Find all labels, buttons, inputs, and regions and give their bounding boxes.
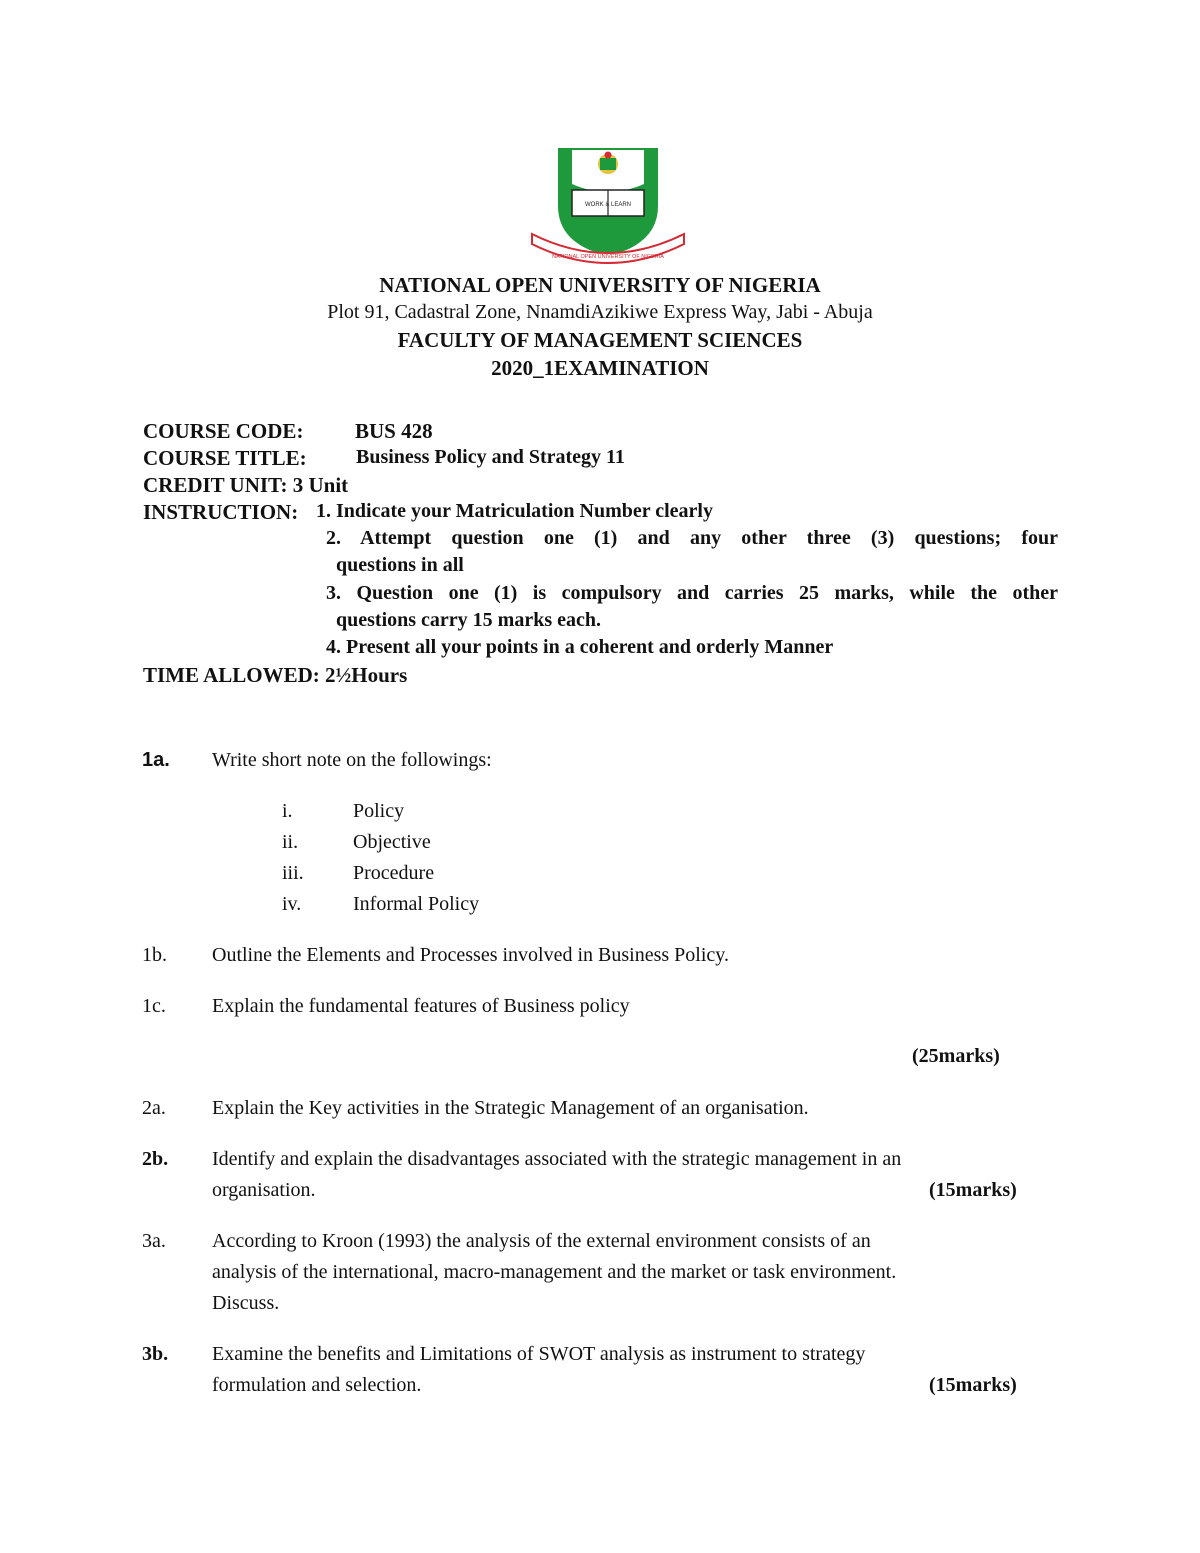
course-title: Business Policy and Strategy 11 [356,446,625,468]
question-text: formulation and selection. [212,1374,422,1396]
question-number: 1a. [142,749,170,771]
faculty-name: FACULTY OF MANAGEMENT SCIENCES [397,328,803,352]
question-text: Write short note on the followings: [212,749,492,771]
instruction-label: INSTRUCTION: [143,500,299,524]
question-number: 3b. [142,1343,169,1365]
question-text: analysis of the international, macro-management and the market or task environment. [212,1261,897,1283]
question-number: 1b. [142,944,167,966]
question-text: Explain the Key activities in the Strategic Management of an organisation. [212,1097,809,1119]
instruction-2: 2. Attempt question one (1) and any other three (3) questions; four [326,527,1058,549]
question-number: 2b. [142,1148,169,1170]
question-text: Identify and explain the disadvantages associated with the strategic management in an [212,1148,902,1170]
list-item-number: i. [282,800,293,822]
instruction-1: 1. Indicate your Matriculation Number clearly [316,500,713,522]
instruction-4: 4. Present all your points in a coherent and orderly Manner [326,636,834,658]
list-item: Procedure [353,862,435,884]
credit-unit: CREDIT UNIT: 3 Unit [143,473,349,497]
university-name: NATIONAL OPEN UNIVERSITY OF NIGERIA [379,273,821,297]
list-item-number: iv. [282,893,302,915]
list-item: Objective [353,831,431,853]
question-text: organisation. [212,1179,316,1201]
question-text: Discuss. [212,1292,280,1314]
time-allowed: TIME ALLOWED: 2½Hours [143,663,408,687]
marks-label: (15marks) [929,1374,1017,1396]
course-code-label: COURSE CODE: [143,419,304,443]
svg-text:NATIONAL OPEN UNIVERSITY OF NI: NATIONAL OPEN UNIVERSITY OF NIGERIA [552,254,664,260]
svg-text:WORK & LEARN: WORK & LEARN [584,202,632,208]
question-text: Explain the fundamental features of Business policy [212,995,630,1017]
list-item: Informal Policy [353,893,480,915]
question-number: 1c. [142,995,166,1017]
course-code: BUS 428 [355,419,433,443]
question-number: 2a. [142,1097,166,1119]
instruction-2-cont: questions in all [336,554,464,576]
university-address: Plot 91, Cadastral Zone, NnamdiAzikiwe Express Way, Jabi - Abuja [327,301,873,323]
exam-title: 2020_1EXAMINATION [491,356,709,380]
instruction-3-cont: questions carry 15 marks each. [336,609,601,631]
marks-label: (25marks) [912,1045,1000,1067]
course-title-label: COURSE TITLE: [143,446,307,470]
marks-label: (15marks) [929,1179,1017,1201]
list-item: Policy [353,800,405,822]
question-text: Examine the benefits and Limitations of SWOT analysis as instrument to strategy [212,1343,866,1365]
list-item-number: iii. [282,862,304,884]
question-text: Outline the Elements and Processes involved in Business Policy. [212,944,729,966]
list-item-number: ii. [282,831,299,853]
question-number: 3a. [142,1230,166,1252]
question-text: According to Kroon (1993) the analysis of the external environment consists of an [212,1230,871,1252]
instruction-3: 3. Question one (1) is compulsory and carries 25 marks, while the other [326,582,1058,604]
university-crest-icon [528,144,688,270]
